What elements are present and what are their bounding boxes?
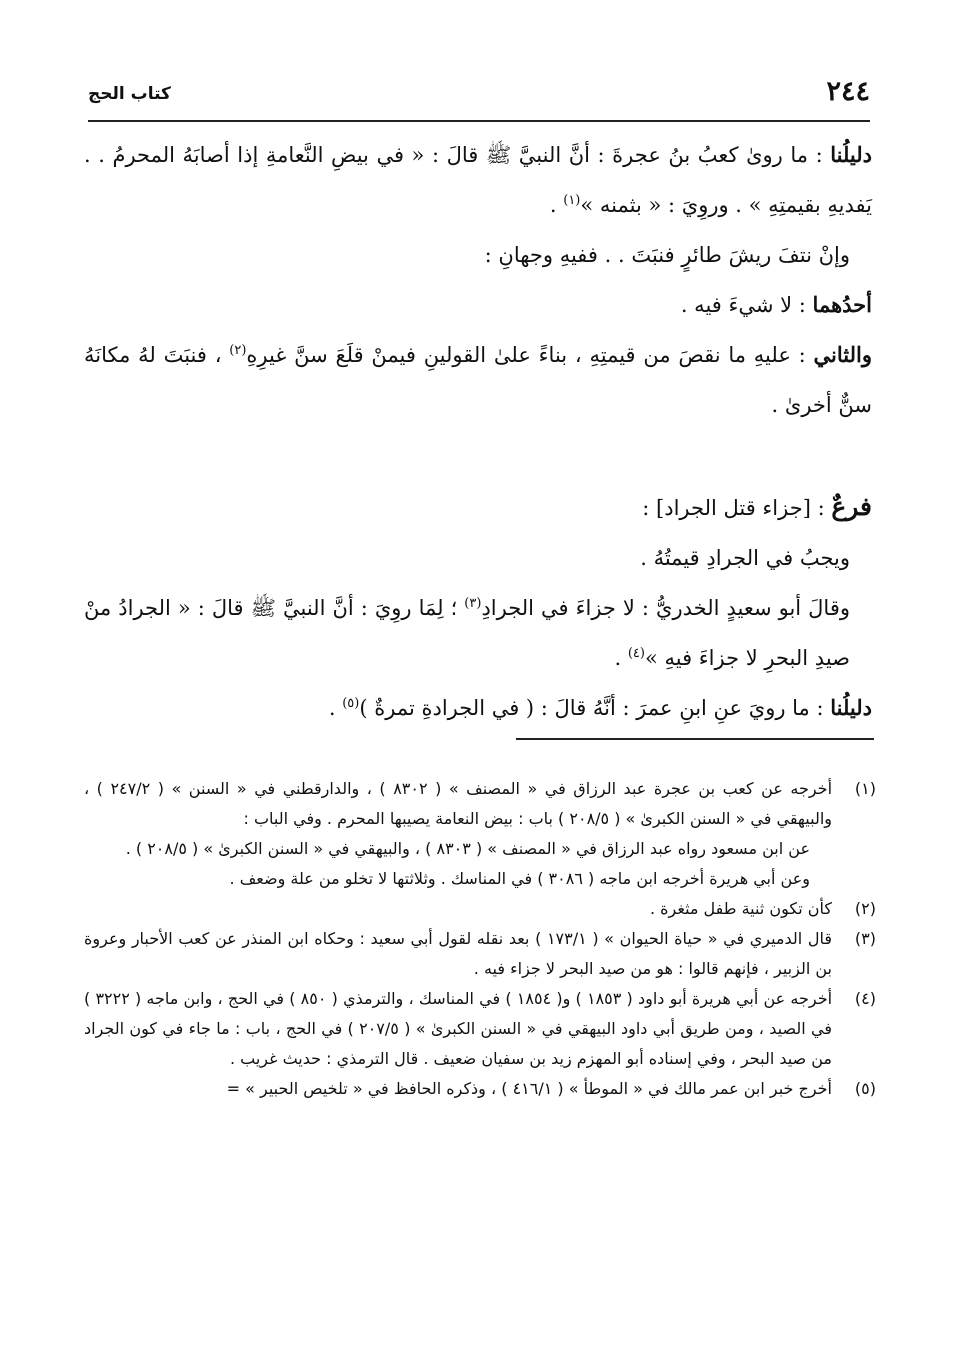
paragraph-evidence-1: دليلُنا : ما روىٰ كعبُ بنُ عجرةَ : أنَّ النبيَّ ﷺ قالَ : « في بيضِ النَّعامةِ إذا أصابَهُ المحرمُ . . يَفديهِ بقيمتِهِ » . وروِيَ : « بثمنه »$^{(١)}$ .	[84, 142, 872, 217]
footnote-number: (٢)	[854, 899, 876, 918]
paragraph-abu-said: وقالَ أبو سعيدٍ الخدريُّ : لا جزاءَ في الجرادِ$^{(٣)}$ ؛ لِمَا روِيَ : أنَّ النبيَّ ﷺ قالَ : « الجرادُ منْ صيدِ البحرِ لا جزاءَ فيهِ »$^{(٤)}$ .	[84, 596, 850, 670]
footnotes	[84, 774, 876, 1104]
footnote-ref[interactable]: (٢)	[229, 343, 247, 358]
branch-label: فرعٌ	[831, 492, 872, 521]
footnote-number: (٥)	[854, 1079, 876, 1098]
footnote-4	[84, 984, 876, 1074]
footnote-subtext: وعن أبي هريرة أخرجه ابن ماجه ( ٣٠٨٦ ) في المناسك . وثلاثتها لا تخلو من علة وضعف .	[229, 869, 810, 888]
page-number: ٢٤٤	[826, 76, 870, 107]
footnote-text: أخرجه عن أبي هريرة أبو داود ( ١٨٥٣ ) و( ١٨٥٤ ) في المناسك ، والترمذي ( ٨٥٠ ) في الحج ، وابن ماجه ( ٣٢٢٢ ) في الصيد ، ومن طريق أبي داود البيهقي في « السنن الكبرىٰ » ( ٢٠٧/٥ ) في الحج ، باب : ما جاء في كون الجراد من صيد البحر ، وفي إسناده أبو المهزم زيد بن سفيان ضعيف . قال الترمذي : حديث غريب .	[84, 989, 833, 1068]
paragraph-second-view: والثاني : عليهِ ما نقصَ من قيمتِهِ ، بناءً علىٰ القولينِ فيمنْ قلَعَ سنَّ غيرِهِ$^{(٢)}$ ، فنبَتَ لهُ مكانَهُ سنٌّ أخرىٰ .	[84, 342, 872, 417]
footnote-5	[84, 1074, 876, 1104]
main-text	[84, 130, 872, 733]
footnote-text: كأن تكون ثنية طفل مثغرة .	[649, 899, 832, 918]
footnote-1	[84, 774, 876, 894]
footnote-subtext: عن ابن مسعود رواه عبد الرزاق في « المصنف » ( ٨٣٠٣ ) ، والبيهقي في « السنن الكبرىٰ » ( ٢٠٨/٥ ) .	[125, 839, 810, 858]
footnote-number: (١)	[854, 779, 876, 798]
footnote-3	[84, 924, 876, 984]
page-header	[88, 74, 870, 122]
footnote-2	[84, 894, 876, 924]
lead-word: أحدُهما	[812, 292, 872, 317]
paragraph-text: : ما روىٰ كعبُ بنُ عجرةَ : أنَّ النبيَّ ﷺ قالَ : « في بيضِ النَّعامةِ إذا أصابَهُ المحرمُ . . يَفديهِ بقيمتِهِ » . وروِيَ : « بثمنه »	[84, 143, 872, 217]
footnote-text: قال الدميري في « حياة الحيوان » ( ١٧٣/١ ) بعد نقله لقول أبي سعيد : وحكاه ابن المنذر عن كعب الأحبار وعروة بن الزبير ، فإنهم قالوا : هو من صيد البحر لا جزاء فيه .	[84, 929, 832, 978]
footnote-ref[interactable]: (٥)	[342, 696, 360, 711]
running-title: كتاب الحج	[88, 84, 171, 104]
paragraph-locust-value: ويجبُ في الجرادِ قيمتُهُ .	[640, 546, 850, 570]
footnote-number: (٣)	[854, 929, 876, 948]
footnote-text: أخرج خبر ابن عمر مالك في « الموطأ » ( ٤١٦/١ ) ، وذكره الحافظ في « تلخيص الحبير » =	[226, 1079, 832, 1098]
lead-word: والثاني	[813, 342, 872, 367]
lead-word: دليلُنا	[830, 142, 872, 167]
footnote-text: أخرجه عن كعب بن عجرة عبد الرزاق في « المصنف » ( ٨٣٠٢ ) ، والدارقطني في « السنن » ( ٢٤٧/٢ ) ، والبيهقي في « السنن الكبرىٰ » ( ٢٠٨/٥ ) باب : بيض النعامة يصيبها المحرم . وفي الباب :	[84, 779, 833, 828]
footnote-ref[interactable]: (١)	[563, 193, 581, 208]
footnote-number: (٤)	[854, 989, 876, 1008]
paragraph-feather: وإنْ نتفَ ريشَ طائرٍ فنبَتَ . . ففيهِ وجهانِ :	[484, 243, 850, 267]
section-heading: فرعٌ : [جزاء قتل الجراد] :	[642, 492, 872, 521]
footnote-divider	[516, 738, 874, 740]
lead-word: دليلُنا	[830, 695, 872, 720]
paragraph-first-view: أحدُهما : لا شيءَ فيه .	[680, 292, 872, 317]
footnote-ref[interactable]: (٤)	[627, 646, 645, 661]
paragraph-evidence-2: دليلُنا : ما رويَ عنِ ابنِ عمرَ : أنَّهُ قالَ : ( في الجرادةِ تمرةٌ )$^{(٥)}$ .	[328, 695, 872, 720]
footnote-ref[interactable]: (٣)	[464, 596, 482, 611]
spacer	[84, 430, 872, 482]
